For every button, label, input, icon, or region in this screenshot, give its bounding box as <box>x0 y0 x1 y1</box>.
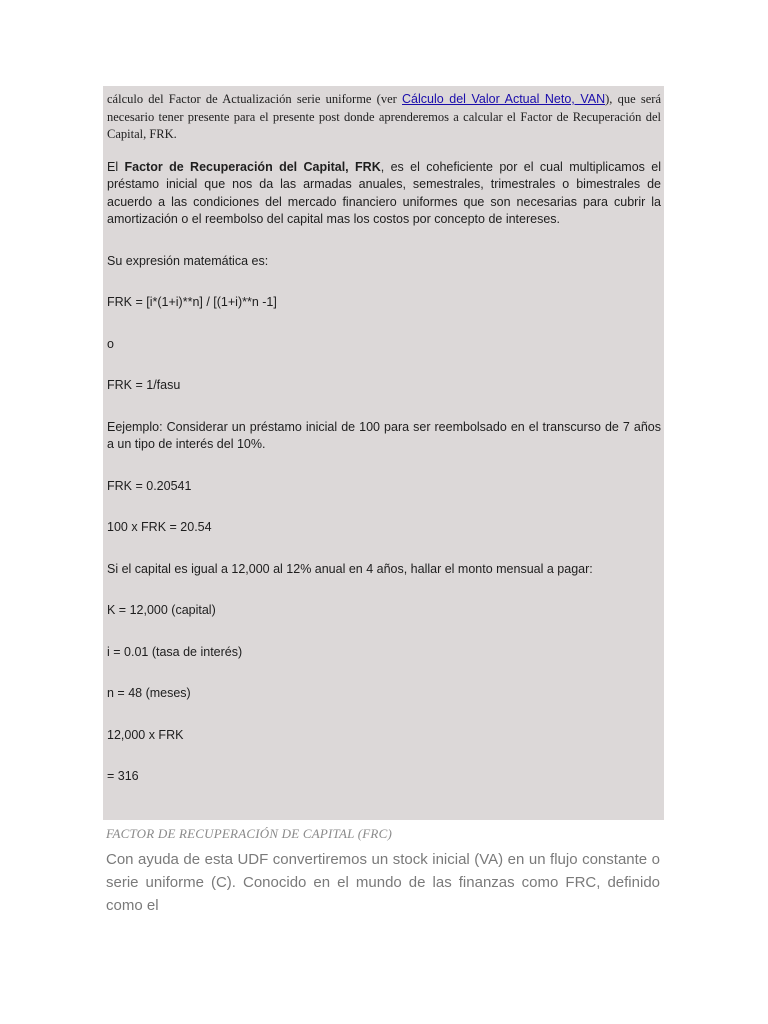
section-heading: FACTOR DE RECUPERACIÓN DE CAPITAL (FRC) <box>106 826 392 841</box>
content-block <box>103 86 664 820</box>
definition-term: Factor de Recuperación del Capital, FRK <box>124 159 381 174</box>
periods-line: n = 48 (meses) <box>107 686 191 700</box>
or-text: o <box>107 336 114 351</box>
van-link[interactable]: Cálculo del Valor Actual Neto, VAN <box>402 92 606 106</box>
interest-line: i = 0.01 (tasa de interés) <box>107 644 243 659</box>
result-line: = 316 <box>107 769 139 783</box>
section-body: Con ayuda de esta UDF convertiremos un stock inicial (VA) en un flujo constante o serie uniforme (C). Conocido en el mundo de las finanzas como FRC, definido como el <box>106 851 660 914</box>
definition-text-start: El <box>107 159 125 174</box>
product-line: 100 x FRK = 20.54 <box>107 520 212 534</box>
intro-text-start: cálculo del Factor de Actualización serie uniforme (ver <box>107 92 403 106</box>
expression-intro: Su expresión matemática es: <box>107 253 269 268</box>
frk-value: FRK = 0.20541 <box>107 478 192 493</box>
intro-text-end: ), que será necesario tener presente para el presente post donde aprenderemos a calcular el Factor de Recuperación del Capital, FRK. <box>107 92 661 141</box>
calculation-line: 12,000 x FRK <box>107 727 184 742</box>
question-paragraph: Si el capital es igual a 12,000 al 12% anual en 4 años, hallar el monto mensual a pagar: <box>107 561 593 576</box>
definition-paragraph <box>107 159 661 229</box>
intro-paragraph <box>107 91 661 144</box>
example-paragraph: Eejemplo: Considerar un préstamo inicial de 100 para ser reembolsado en el transcurso de 7 años a un tipo de interés del 10%. <box>107 419 661 451</box>
definition-text-end: , es el coheficiente por el cual multiplicamos el préstamo inicial que nos da las armadas anuales, semestrales, trimestrales o bimestrales de acuerdo a las condiciones del mercado financiero uniformes que son necesarias para cubrir la amortización o el reembolso del capital mas los costos por concepto de intereses. <box>107 159 662 226</box>
capital-line: K = 12,000 (capital) <box>107 603 216 617</box>
formula-two: FRK = 1/fasu <box>107 378 181 392</box>
formula-one: FRK = [i*(1+i)**n] / [(1+i)**n -1] <box>107 295 277 309</box>
